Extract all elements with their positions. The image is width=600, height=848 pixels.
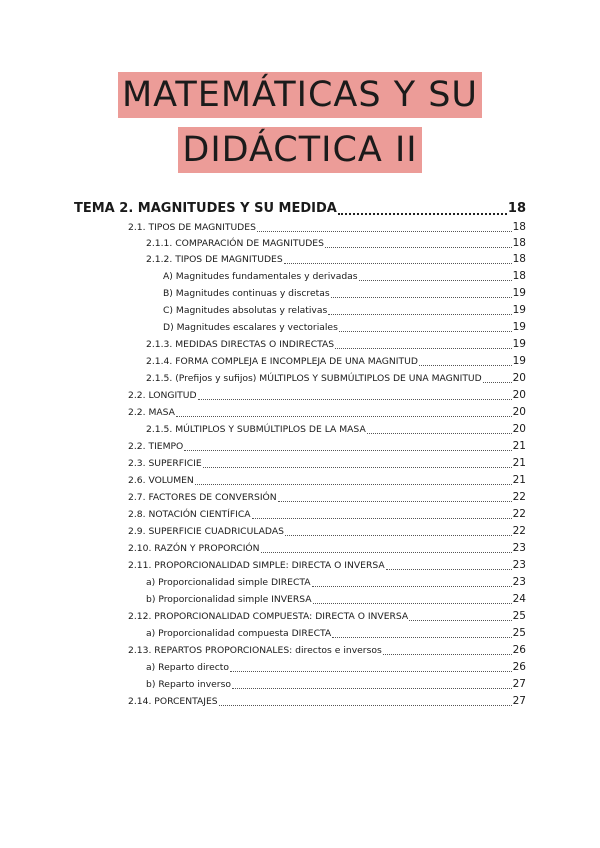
toc-entry-label: C) Magnitudes absolutas y relativas — [163, 305, 328, 316]
toc-entry-label: a) Reparto directo — [146, 662, 230, 673]
toc-entry[interactable] — [146, 252, 526, 267]
title-line-2: DIDÁCTICA II — [178, 127, 421, 173]
toc-entry-page: 20 — [512, 406, 526, 418]
toc-entry-page: 20 — [512, 372, 526, 384]
toc-entry-page: 19 — [512, 338, 526, 350]
toc-entry-page: 23 — [512, 559, 526, 571]
toc-entry-label: 2.1.3. MEDIDAS DIRECTAS O INDIRECTAS — [146, 339, 335, 350]
toc-entry-label: 2.12. PROPORCIONALIDAD COMPUESTA: DIRECTA O INVERSA — [128, 611, 409, 622]
toc-entry-page: 23 — [512, 576, 526, 588]
toc-entry-label: D) Magnitudes escalares y vectoriales — [163, 322, 338, 333]
toc-entry[interactable] — [163, 286, 526, 301]
toc-entry[interactable] — [146, 677, 526, 692]
toc-entry[interactable] — [128, 490, 526, 505]
toc-entry-page: 18 — [512, 221, 526, 233]
toc-entry-label: a) Proporcionalidad simple DIRECTA — [146, 577, 311, 588]
toc-entry[interactable] — [146, 592, 526, 607]
toc-entry[interactable] — [128, 643, 526, 658]
toc-entry-label: b) Reparto inverso — [146, 679, 231, 690]
toc-entry-page: 19 — [512, 321, 526, 333]
toc-entry-label: a) Proporcionalidad compuesta DIRECTA — [146, 628, 332, 639]
toc-entry-label: 2.1.5. (Prefijos y sufijos) MÚLTIPLOS Y SUBMÚLTIPLOS DE UNA MAGNITUD — [146, 373, 482, 384]
title-line-1: MATEMÁTICAS Y SU — [118, 72, 482, 118]
toc-entry[interactable] — [146, 660, 526, 675]
toc-entry-page: 23 — [512, 542, 526, 554]
toc-entry-page: 25 — [512, 610, 526, 622]
toc-entry-label: 2.1.2. TIPOS DE MAGNITUDES — [146, 254, 283, 265]
toc-entry[interactable] — [128, 524, 526, 539]
toc-entry-label: 2.8. NOTACIÓN CIENTÍFICA — [128, 509, 251, 520]
toc-entry-page: 19 — [512, 287, 526, 299]
toc-entry-label: 2.3. SUPERFICIE — [128, 458, 202, 469]
toc-entry-label: 2.2. LONGITUD — [128, 390, 197, 401]
toc-entry[interactable] — [128, 388, 526, 403]
toc-entry-label: b) Proporcionalidad simple INVERSA — [146, 594, 312, 605]
toc-entry[interactable] — [163, 269, 526, 284]
toc-entry[interactable] — [128, 473, 526, 488]
toc-entry-page: 27 — [512, 695, 526, 707]
toc-entry[interactable] — [128, 609, 526, 624]
toc-entry[interactable] — [128, 507, 526, 522]
toc-entry-page: 18 — [512, 270, 526, 282]
toc-entry-page: 22 — [512, 508, 526, 520]
toc-entry-label: 2.7. FACTORES DE CONVERSIÓN — [128, 492, 277, 503]
toc-entry-label: 2.1.5. MÚLTIPLOS Y SUBMÚLTIPLOS DE LA MASA — [146, 424, 366, 435]
toc-entry[interactable] — [128, 220, 526, 235]
toc-entry[interactable] — [146, 354, 526, 369]
toc-entry[interactable] — [128, 456, 526, 471]
toc-entry-page: 21 — [512, 457, 526, 469]
toc-entry-label: 2.2. MASA — [128, 407, 175, 418]
toc-entry[interactable] — [146, 371, 526, 386]
toc-entry-page: 20 — [512, 389, 526, 401]
toc-entry-label: 2.6. VOLUMEN — [128, 475, 194, 486]
toc-entry-page: 22 — [512, 525, 526, 537]
toc-entry-page: 21 — [512, 440, 526, 452]
toc-entry-page: 26 — [512, 661, 526, 673]
toc-entry-page: 24 — [512, 593, 526, 605]
toc-entry-page: 19 — [512, 355, 526, 367]
toc-entry-page: 18 — [512, 253, 526, 265]
toc-entry[interactable] — [128, 694, 526, 709]
toc-entry-label: 2.14. PORCENTAJES — [128, 696, 218, 707]
toc-entry[interactable] — [146, 337, 526, 352]
toc-entry-page: 22 — [512, 491, 526, 503]
toc-entry-label: TEMA 2. MAGNITUDES Y SU MEDIDA — [74, 201, 337, 216]
toc-entry-page: 19 — [512, 304, 526, 316]
toc-entry[interactable] — [128, 439, 526, 454]
toc-entry[interactable] — [128, 541, 526, 556]
toc-entry-tema-2[interactable] — [74, 200, 526, 219]
toc-entry-page: 20 — [512, 423, 526, 435]
toc-entry-label: 2.1. TIPOS DE MAGNITUDES — [128, 222, 256, 233]
toc-entry[interactable] — [128, 558, 526, 573]
toc-entry-label: A) Magnitudes fundamentales y derivadas — [163, 271, 358, 282]
toc-entry-page: 18 — [512, 237, 526, 249]
toc-entry-label: 2.2. TIEMPO — [128, 441, 184, 452]
toc-entry-label: 2.1.1. COMPARACIÓN DE MAGNITUDES — [146, 238, 324, 249]
toc-entry-page: 27 — [512, 678, 526, 690]
toc-entry-label: 2.13. REPARTOS PROPORCIONALES: directos e inversos — [128, 645, 382, 656]
toc-entry-label: 2.9. SUPERFICIE CUADRICULADAS — [128, 526, 284, 537]
toc-entry-label: 2.1.4. FORMA COMPLEJA E INCOMPLEJA DE UNA MAGNITUD — [146, 356, 418, 367]
toc-entry[interactable] — [146, 422, 526, 437]
toc-entry[interactable] — [146, 626, 526, 641]
toc-entry-label: 2.11. PROPORCIONALIDAD SIMPLE: DIRECTA O INVERSA — [128, 560, 385, 571]
toc-entry-page: 25 — [512, 627, 526, 639]
toc-entry[interactable] — [163, 303, 526, 318]
toc-entry-label: 2.10. RAZÓN Y PROPORCIÓN — [128, 543, 260, 554]
document-title — [0, 72, 600, 173]
toc-entry[interactable] — [146, 575, 526, 590]
toc-entry-page: 18 — [507, 201, 526, 216]
toc-entry[interactable] — [128, 405, 526, 420]
toc-entry-page: 21 — [512, 474, 526, 486]
toc-entry[interactable] — [146, 236, 526, 251]
toc-entry-page: 26 — [512, 644, 526, 656]
toc-entry-label: B) Magnitudes continuas y discretas — [163, 288, 330, 299]
toc-entry[interactable] — [163, 320, 526, 335]
